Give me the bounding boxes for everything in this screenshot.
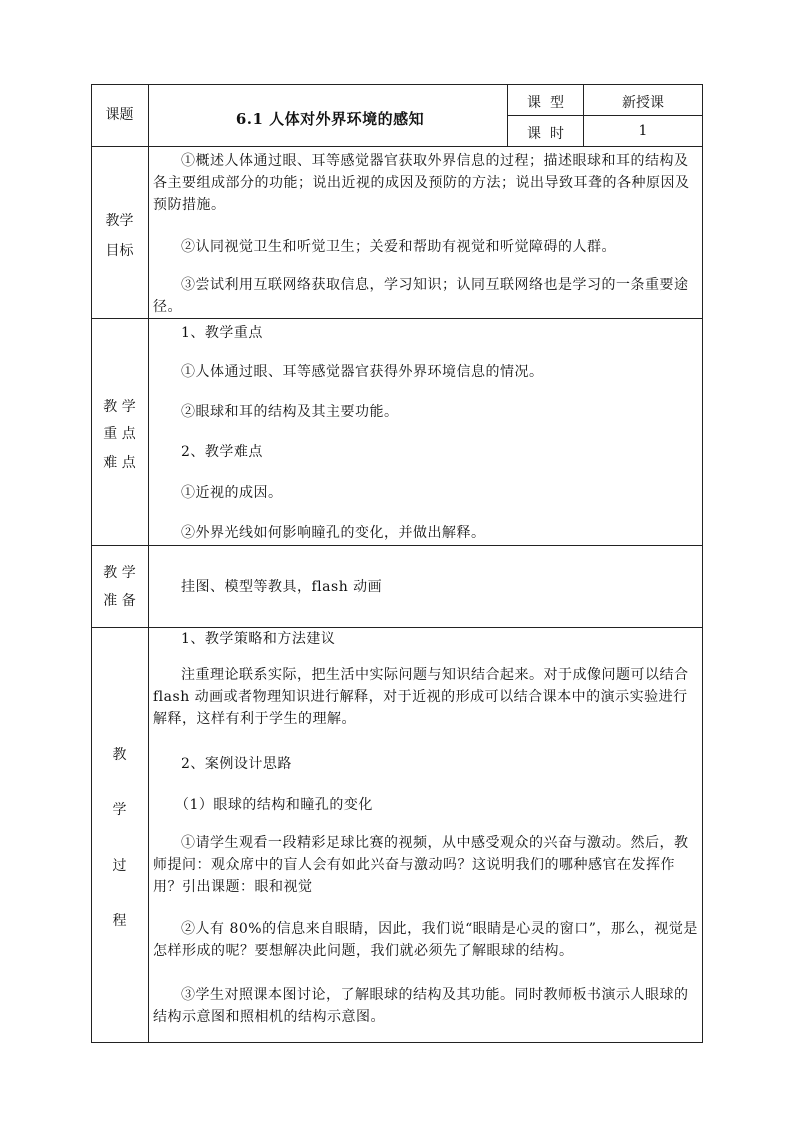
lesson-title: 6.1 人体对外界环境的感知 [235, 110, 425, 128]
process-paragraph-2: ①请学生观看一段精彩足球比赛的视频，从中感受观众的兴奋与激动。然后，教师提问：观众席中的盲人会有如此兴奋与激动吗？这说明我们的哪种感官在发挥作用？引出课题：眼和视觉 [153, 835, 689, 895]
process-paragraph-3: ②人有 80%的信息来自眼睛，因此，我们说“眼睛是心灵的窗口”，那么，视觉是怎样形成的呢？要想解决此问题，我们就必须先了解眼球的结构。 [153, 921, 698, 959]
keypoints-item-4: ②外界光线如何影响瞳孔的变化，并做出解释。 [181, 525, 486, 541]
type-label: 课 型 [527, 95, 564, 111]
process-subheading-1: （1）眼球的结构和瞳孔的变化 [175, 797, 373, 813]
keypoints-heading-1: 1、教学重点 [181, 325, 263, 341]
label-column-divider [148, 84, 149, 1043]
process-label-2: 学 [112, 802, 127, 818]
objective-item-2: ②认同视觉卫生和听觉卫生；关爱和帮助有视觉和听觉障碍的人群。 [181, 239, 616, 255]
table-border-top [91, 84, 703, 85]
process-paragraph-4: ③学生对照课本图讨论，了解眼球的结构及其功能。同时教师板书演示人眼球的结构示意图和照相机的结构示意图。 [153, 987, 689, 1025]
row-divider-objectives [91, 318, 703, 319]
preparation-content: 挂图、模型等教具，flash 动画 [181, 579, 383, 595]
table-border-bottom [91, 1042, 703, 1043]
process-label-1: 教 [112, 747, 127, 763]
topic-label: 课题 [105, 107, 134, 123]
table-border-right [702, 84, 703, 1043]
process-paragraph-1: 注重理论联系实际，把生活中实际问题与知识结合起来。对于成像问题可以结合 flash 动画或者物理知识进行解释，对于近视的形成可以结合课本中的演示实验进行解释，这样有利于学生的理解。 [153, 667, 689, 727]
type-value: 新授课 [622, 95, 664, 111]
process-label-4: 程 [112, 913, 127, 929]
process-label-3: 过 [112, 858, 127, 874]
hours-label: 课 时 [527, 126, 564, 142]
keypoints-item-2: ②眼球和耳的结构及其主要功能。 [181, 404, 399, 420]
keypoints-label-3: 难 点 [103, 455, 136, 471]
objective-item-1: ①概述人体通过眼、耳等感觉器官获取外界信息的过程；描述眼球和耳的结构及各主要组成部分的功能；说出近视的成因及预防的方法；说出导致耳聋的各种原因及预防措施。 [153, 153, 690, 213]
hours-value: 1 [638, 123, 648, 139]
row-divider-type-hours [507, 115, 703, 116]
process-heading-1: 1、教学策略和方法建议 [181, 631, 336, 647]
objective-item-3: ③尝试利用互联网络获取信息，学习知识；认同互联网络也是学习的一条重要途径。 [153, 277, 689, 315]
keypoints-label-1: 教 学 [103, 399, 136, 415]
preparation-label-2: 准 备 [103, 593, 136, 609]
keypoints-item-1: ①人体通过眼、耳等感觉器官获得外界环境信息的情况。 [181, 364, 544, 380]
keypoints-heading-2: 2、教学难点 [181, 444, 263, 460]
row-divider-header [91, 146, 703, 147]
keypoints-item-3: ①近视的成因。 [181, 485, 283, 501]
objectives-label-1: 教学 [105, 213, 134, 229]
row-divider-keypoints [91, 545, 703, 546]
keypoints-label-2: 重 点 [103, 426, 136, 442]
objectives-label-2: 目标 [105, 243, 134, 259]
process-heading-2: 2、案例设计思路 [181, 756, 292, 772]
preparation-label-1: 教 学 [103, 565, 136, 581]
